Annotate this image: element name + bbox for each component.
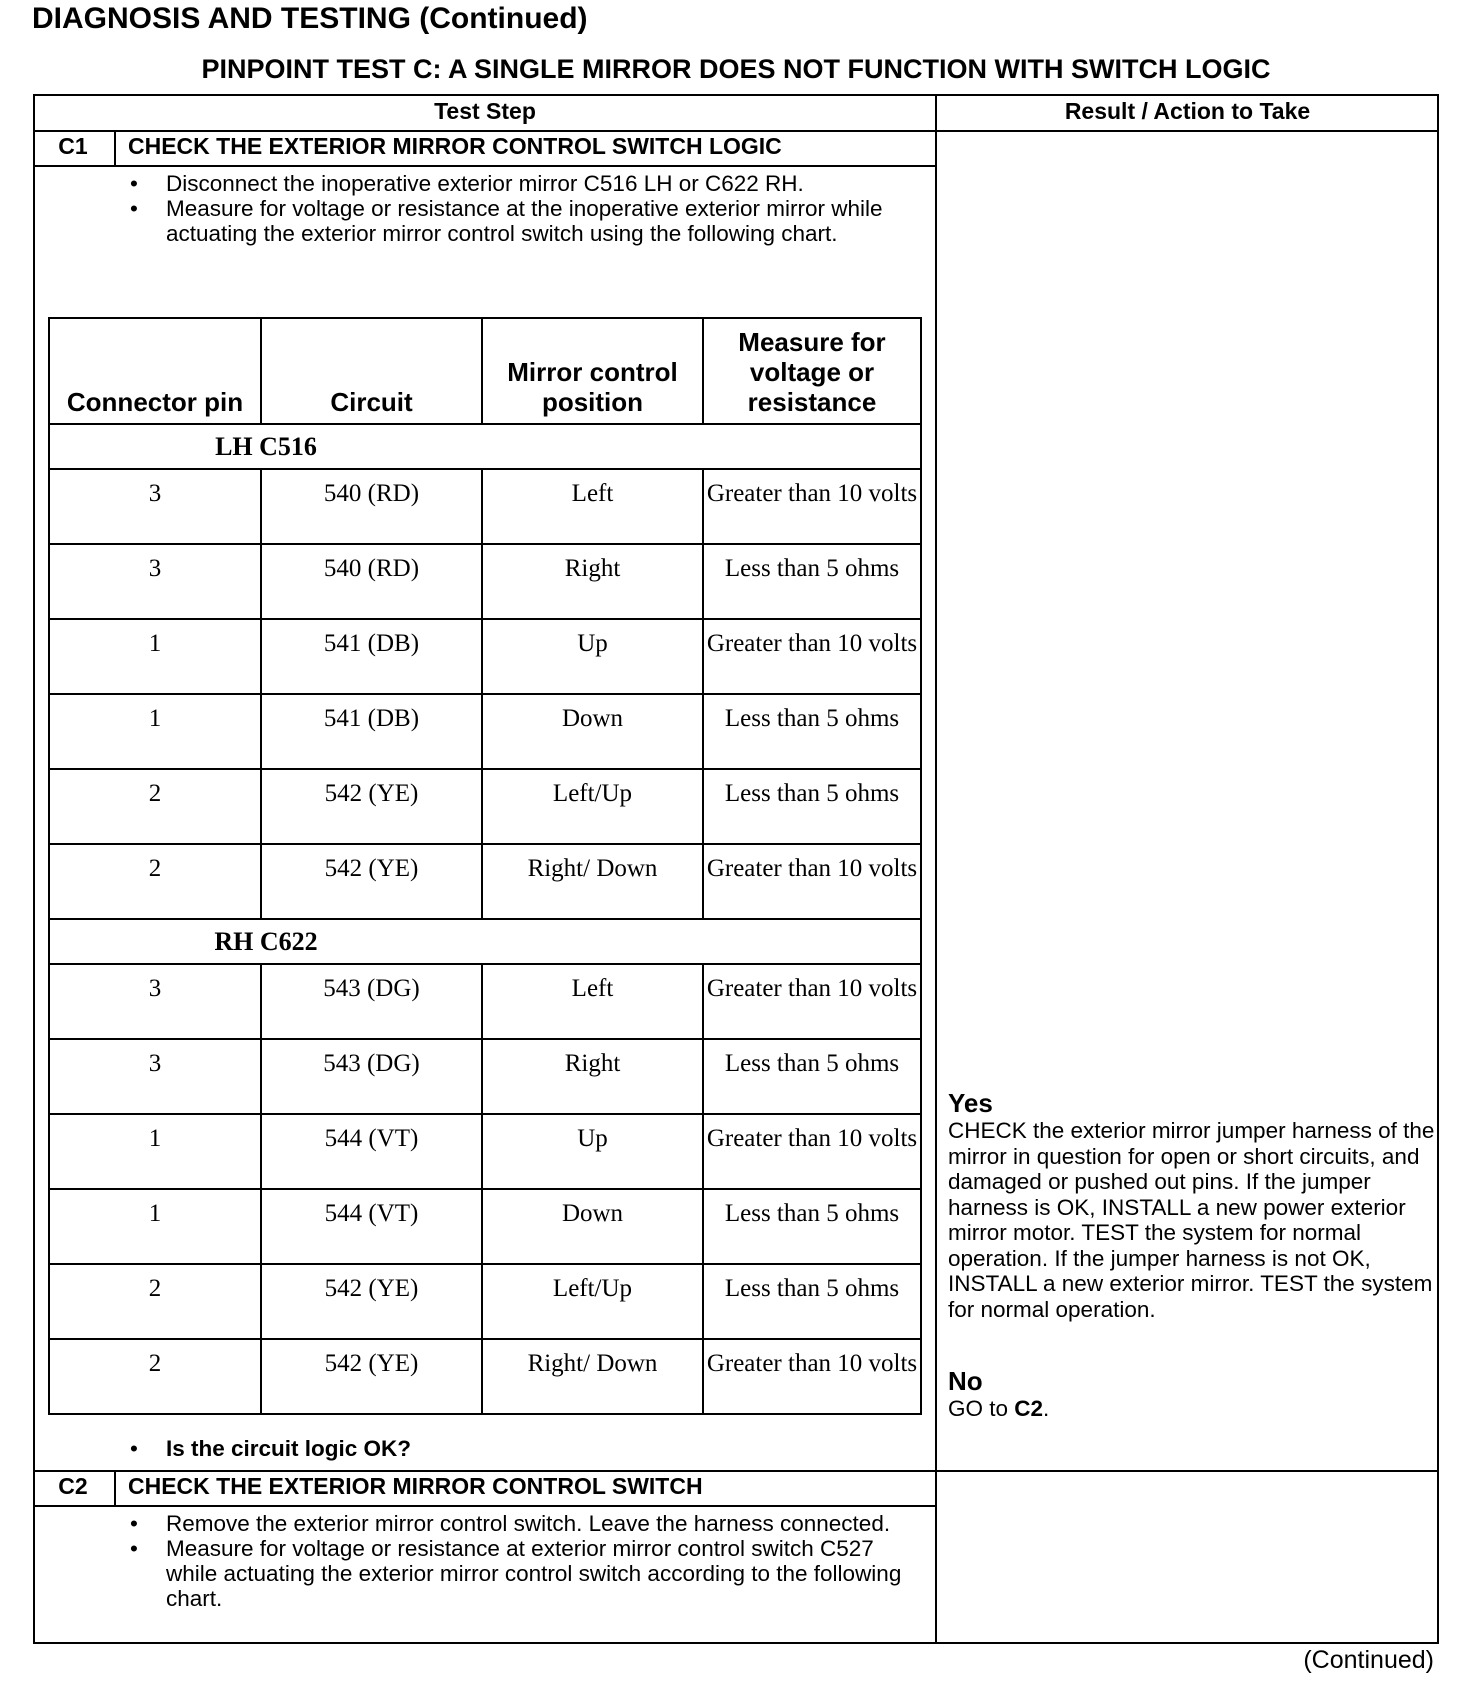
instruction-item: • Disconnect the inoperative exterior mirror C516 LH or C622 RH.: [130, 171, 910, 196]
connector-pin-cell: 1: [49, 1189, 261, 1264]
connector-pin-cell: 2: [49, 769, 261, 844]
circuit-logic-question: • Is the circuit logic OK?: [130, 1436, 411, 1462]
no-action-suffix: .: [1043, 1396, 1050, 1421]
circuit-cell: 541 (DB): [261, 694, 482, 769]
measurement-cell: Greater than 10 volts: [703, 469, 921, 544]
table-row: [49, 694, 921, 769]
circuit-cell: 542 (YE): [261, 1339, 482, 1414]
test-step-header: Test Step: [434, 98, 536, 124]
mirror-position-cell: Up: [482, 1114, 703, 1189]
column-header: Circuit: [261, 318, 482, 424]
result-action-header: Result / Action to Take: [1064, 98, 1311, 124]
mirror-position-cell: Right: [482, 544, 703, 619]
mirror-position-cell: Down: [482, 694, 703, 769]
connector-group-label: RH C622: [49, 919, 921, 964]
step-id-c1: C1: [58, 133, 88, 159]
row-divider: [34, 130, 1438, 132]
mirror-position-cell: Right/ Down: [482, 844, 703, 919]
table-row: [49, 844, 921, 919]
circuit-cell: 543 (DG): [261, 964, 482, 1039]
table-row: [49, 769, 921, 844]
step-title-c2: CHECK THE EXTERIOR MIRROR CONTROL SWITCH: [128, 1473, 703, 1499]
circuit-cell: 544 (VT): [261, 1114, 482, 1189]
no-action-prefix: GO to: [948, 1396, 1015, 1421]
connector-group-row: [49, 919, 921, 964]
connector-group-label: LH C516: [49, 424, 921, 469]
measurement-cell: Greater than 10 volts: [703, 619, 921, 694]
step-title-c1: CHECK THE EXTERIOR MIRROR CONTROL SWITCH LOGIC: [128, 133, 782, 159]
mirror-position-cell: Down: [482, 1189, 703, 1264]
no-action-text: [948, 1396, 1438, 1422]
continued-note: (Continued): [1303, 1646, 1434, 1674]
table-row: [49, 1039, 921, 1114]
mirror-position-cell: Right: [482, 1039, 703, 1114]
step-c1-instructions: [130, 171, 910, 246]
row-divider: [34, 1470, 1438, 1472]
row-divider: [34, 165, 935, 167]
table-row: [49, 1114, 921, 1189]
c1-measurement-chart: [48, 317, 920, 1417]
circuit-cell: 544 (VT): [261, 1189, 482, 1264]
mirror-position-cell: Left/Up: [482, 1264, 703, 1339]
yes-label: Yes: [948, 1088, 993, 1118]
circuit-cell: 540 (RD): [261, 544, 482, 619]
row-divider: [34, 1505, 935, 1507]
connector-pin-cell: 1: [49, 1114, 261, 1189]
circuit-cell: 541 (DB): [261, 619, 482, 694]
mirror-position-cell: Left/Up: [482, 769, 703, 844]
go-to-step-link[interactable]: C2: [1014, 1396, 1044, 1421]
mirror-position-cell: Right/ Down: [482, 1339, 703, 1414]
yes-action-text: CHECK the exterior mirror jumper harness of the mirror in question for open or short circuits, and damaged or pushed out pins. If the jumper harness is OK, INSTALL a new power exterior mirror motor. TEST the system for normal operation. If the jumper harness is not OK, INSTALL a new exterior mirror. TEST the system for normal operation.: [948, 1118, 1435, 1322]
column-divider: [935, 95, 937, 1643]
measurement-cell: Greater than 10 volts: [703, 964, 921, 1039]
connector-group-row: [49, 424, 921, 469]
circuit-cell: 543 (DG): [261, 1039, 482, 1114]
cell-divider: [114, 131, 116, 166]
measurement-cell: Less than 5 ohms: [703, 694, 921, 769]
connector-pin-cell: 1: [49, 694, 261, 769]
mirror-position-cell: Left: [482, 469, 703, 544]
page-title: DIAGNOSIS AND TESTING (Continued): [32, 2, 588, 35]
measurement-cell: Less than 5 ohms: [703, 1189, 921, 1264]
pinpoint-test-title: PINPOINT TEST C: A SINGLE MIRROR DOES NOT FUNCTION WITH SWITCH LOGIC: [201, 54, 1271, 84]
mirror-position-cell: Up: [482, 619, 703, 694]
circuit-cell: 542 (YE): [261, 844, 482, 919]
instruction-item: • Measure for voltage or resistance at exterior mirror control switch C527 while actuating the exterior mirror control switch according to the following chart.: [130, 1536, 910, 1611]
column-header: Connector pin: [49, 318, 261, 424]
connector-pin-cell: 3: [49, 964, 261, 1039]
table-row: [49, 1189, 921, 1264]
table-row: [49, 1264, 921, 1339]
mirror-position-cell: Left: [482, 964, 703, 1039]
connector-pin-cell: 2: [49, 1339, 261, 1414]
circuit-cell: 542 (YE): [261, 769, 482, 844]
table-row: [49, 619, 921, 694]
connector-pin-cell: 3: [49, 1039, 261, 1114]
instruction-item: • Measure for voltage or resistance at the inoperative exterior mirror while actuating the exterior mirror control switch using the following chart.: [130, 196, 910, 246]
table-row: [49, 544, 921, 619]
step-id-c2: C2: [58, 1473, 88, 1499]
measurement-cell: Less than 5 ohms: [703, 1264, 921, 1339]
connector-pin-cell: 2: [49, 1264, 261, 1339]
table-row: [49, 964, 921, 1039]
connector-pin-cell: 3: [49, 544, 261, 619]
connector-pin-cell: 1: [49, 619, 261, 694]
circuit-cell: 540 (RD): [261, 469, 482, 544]
measurement-cell: Less than 5 ohms: [703, 544, 921, 619]
cell-divider: [114, 1471, 116, 1506]
measurement-cell: Greater than 10 volts: [703, 844, 921, 919]
c1-result: [948, 1088, 1438, 1422]
circuit-cell: 542 (YE): [261, 1264, 482, 1339]
step-c2-instructions: [130, 1511, 910, 1611]
table-row: [49, 469, 921, 544]
column-header: Mirror control position: [482, 318, 703, 424]
connector-pin-cell: 3: [49, 469, 261, 544]
measurement-cell: Greater than 10 volts: [703, 1339, 921, 1414]
instruction-item: • Remove the exterior mirror control switch. Leave the harness connected.: [130, 1511, 910, 1536]
measurement-cell: Greater than 10 volts: [703, 1114, 921, 1189]
column-header: Measure for voltage or resistance: [703, 318, 921, 424]
connector-pin-cell: 2: [49, 844, 261, 919]
table-row: [49, 1339, 921, 1414]
no-label: No: [948, 1366, 983, 1396]
measurement-cell: Less than 5 ohms: [703, 769, 921, 844]
measurement-cell: Less than 5 ohms: [703, 1039, 921, 1114]
